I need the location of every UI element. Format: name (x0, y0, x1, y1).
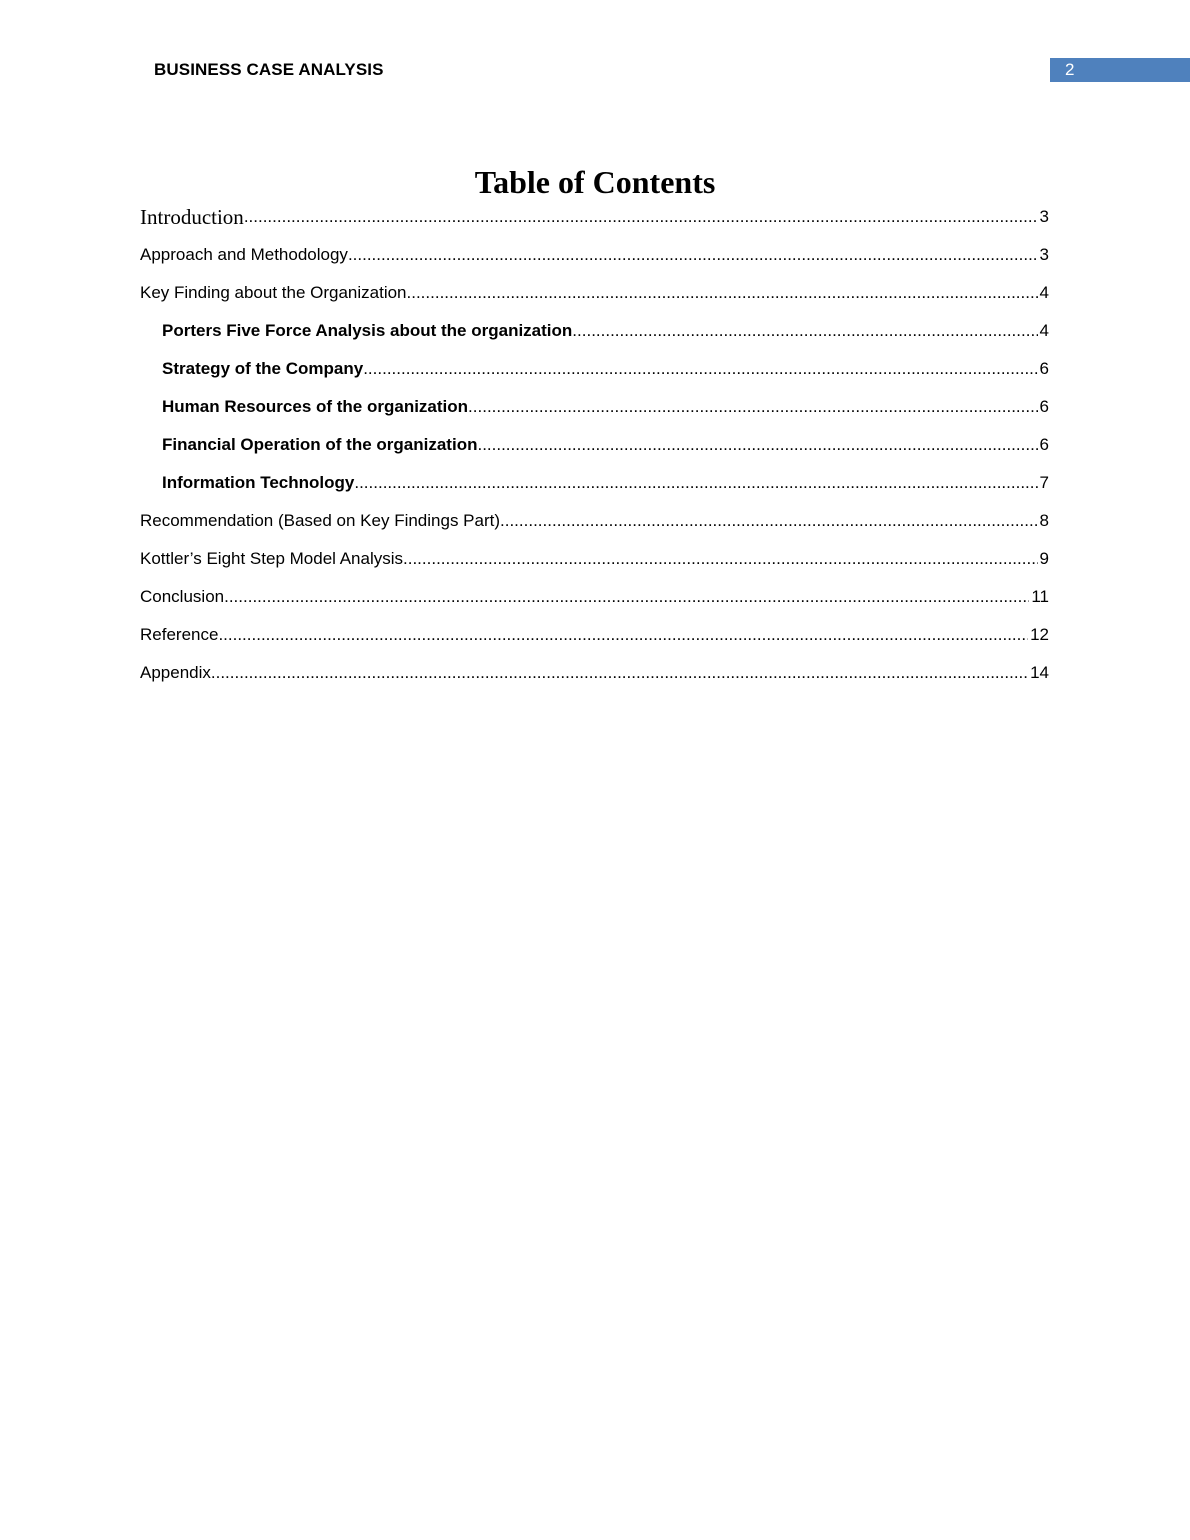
toc-leader-dots (363, 357, 1037, 381)
toc-leader-dots (224, 585, 1029, 609)
toc-entry-key-finding[interactable] (140, 271, 1049, 309)
toc-leader-dots (572, 319, 1037, 343)
toc-entry-label: Financial Operation of the organization (162, 435, 478, 454)
toc-entry-page: 11 (1031, 587, 1049, 606)
toc-entry-label: Information Technology (162, 473, 355, 492)
toc-entry-introduction[interactable] (140, 197, 1049, 233)
toc-leader-dots (354, 471, 1037, 495)
toc-entry-information-technology[interactable] (140, 461, 1049, 499)
toc-entry-label: Recommendation (Based on Key Findings Part) (140, 511, 501, 530)
toc-entry-approach-and-methodology[interactable] (140, 233, 1049, 271)
table-of-contents (140, 197, 1049, 689)
toc-leader-dots (500, 509, 1038, 533)
toc-entry-label: Approach and Methodology (140, 245, 348, 264)
toc-entry-page: 3 (1039, 207, 1049, 226)
toc-entry-page: 4 (1039, 283, 1049, 302)
toc-entry-label: Conclusion (140, 587, 225, 606)
toc-entry-label: Appendix (140, 663, 211, 682)
toc-entry-label: Strategy of the Company (162, 359, 364, 378)
toc-entry-page: 6 (1039, 435, 1049, 454)
toc-entry-appendix[interactable] (140, 651, 1049, 689)
toc-leader-dots (244, 205, 1038, 229)
toc-entry-page: 9 (1039, 549, 1049, 568)
toc-entry-page: 7 (1039, 473, 1049, 492)
toc-entry-porters-five-force[interactable] (140, 309, 1049, 347)
toc-leader-dots (477, 433, 1037, 457)
toc-entry-recommendation[interactable] (140, 499, 1049, 537)
page-number-badge (1050, 58, 1190, 82)
toc-leader-dots (211, 661, 1028, 685)
toc-entry-page: 3 (1039, 245, 1049, 264)
toc-entry-reference[interactable] (140, 613, 1049, 651)
toc-entry-page: 12 (1030, 625, 1049, 644)
toc-entry-kottler-model[interactable] (140, 537, 1049, 575)
toc-entry-conclusion[interactable] (140, 575, 1049, 613)
toc-entry-label: Human Resources of the organization (162, 397, 469, 416)
toc-entry-page: 14 (1030, 663, 1049, 682)
toc-entry-human-resources[interactable] (140, 385, 1049, 423)
toc-entry-label: Kottler’s Eight Step Model Analysis (140, 549, 404, 568)
toc-entry-page: 6 (1039, 397, 1049, 416)
toc-leader-dots (468, 395, 1037, 419)
toc-entry-label: Reference (140, 625, 219, 644)
toc-entry-label: Introduction (140, 205, 244, 229)
toc-heading: Table of Contents (474, 164, 716, 200)
toc-entry-label: Porters Five Force Analysis about the organization (162, 321, 573, 340)
toc-leader-dots (218, 623, 1028, 647)
running-header-title: BUSINESS CASE ANALYSIS (154, 60, 384, 79)
toc-entry-strategy[interactable] (140, 347, 1049, 385)
toc-entry-label: Key Finding about the Organization (140, 283, 407, 302)
toc-leader-dots (407, 281, 1038, 305)
toc-entry-financial-operation[interactable] (140, 423, 1049, 461)
toc-entry-page: 4 (1039, 321, 1049, 340)
page-number: 2 (1065, 60, 1075, 79)
toc-entry-page: 8 (1039, 511, 1049, 530)
toc-entry-page: 6 (1039, 359, 1049, 378)
toc-leader-dots (348, 243, 1038, 267)
toc-leader-dots (403, 547, 1038, 571)
